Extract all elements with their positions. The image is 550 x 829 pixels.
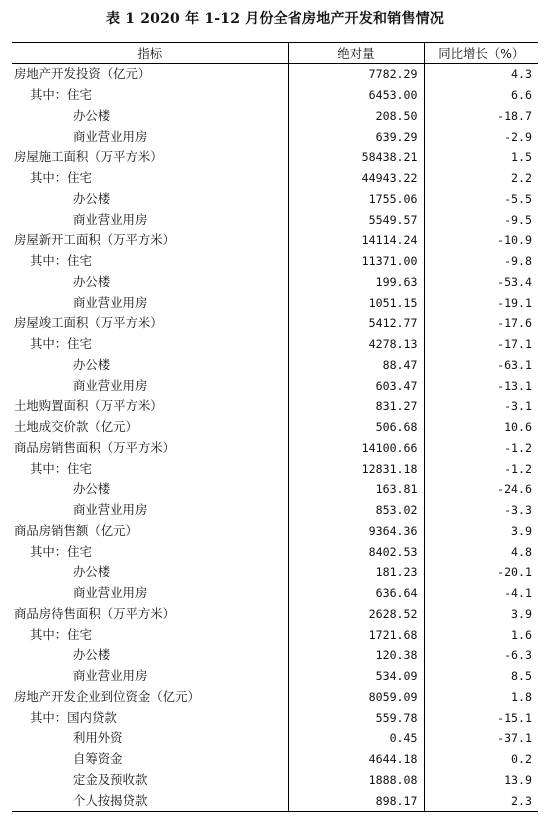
table-row (12, 209, 538, 230)
row-indicator: 其中：住宅 (30, 336, 92, 352)
row-yoy-growth: -9.5 (504, 212, 532, 227)
row-indicator: 商品房待售面积（万平方米） (14, 605, 176, 621)
row-indicator: 利用外资 (73, 730, 123, 746)
row-absolute-value: 6453.00 (288, 85, 424, 106)
table-row (12, 251, 538, 272)
row-indicator: 办公楼 (73, 481, 111, 497)
table-row (12, 687, 538, 708)
row-yoy-growth: -63.1 (497, 357, 532, 372)
row-yoy-growth: -6.3 (504, 648, 532, 663)
table-body (12, 64, 538, 812)
row-indicator: 其中：住宅 (30, 253, 92, 269)
row-absolute-value: 199.63 (288, 272, 424, 293)
row-yoy-growth: 2.3 (424, 790, 538, 811)
row-indicator: 办公楼 (73, 647, 111, 663)
row-indicator: 自筹资金 (73, 751, 123, 767)
row-absolute-value: 831.27 (288, 396, 424, 417)
row-yoy-growth: -53.4 (497, 274, 532, 289)
row-indicator: 办公楼 (73, 564, 111, 580)
row-absolute-value: 88.47 (288, 355, 424, 376)
row-absolute-value: 603.47 (288, 375, 424, 396)
row-indicator: 土地成交价款（亿元） (14, 419, 138, 435)
table-row (12, 85, 538, 106)
table-row (12, 272, 538, 293)
row-yoy-growth: -4.1 (504, 586, 532, 601)
row-absolute-value: 12831.18 (288, 458, 424, 479)
row-absolute-value: 2628.52 (288, 604, 424, 625)
row-yoy-growth: -3.1 (504, 399, 532, 414)
row-indicator: 商业营业用房 (73, 668, 148, 684)
row-absolute-value: 181.23 (288, 562, 424, 583)
row-yoy-growth: 1.5 (511, 150, 532, 165)
row-yoy-growth: -1.2 (504, 461, 532, 476)
row-indicator: 商品房销售额（亿元） (14, 522, 138, 538)
row-indicator: 其中：住宅 (30, 460, 92, 476)
table-row (12, 604, 538, 625)
row-absolute-value: 208.50 (288, 106, 424, 127)
row-absolute-value: 4644.18 (288, 749, 424, 770)
header-row (12, 43, 538, 64)
row-absolute-value: 0.45 (288, 728, 424, 749)
row-indicator: 办公楼 (73, 356, 111, 372)
table-row (12, 147, 538, 168)
row-yoy-growth: 1.6 (511, 627, 532, 642)
row-indicator: 办公楼 (73, 190, 111, 206)
row-yoy-growth: 8.5 (511, 669, 532, 684)
row-yoy-growth: -13.1 (497, 378, 532, 393)
table-row (12, 292, 538, 313)
row-yoy-growth: -1.2 (504, 440, 532, 455)
table-row (12, 479, 538, 500)
row-yoy-growth: -24.6 (497, 482, 532, 497)
table-row (12, 396, 538, 417)
row-absolute-value: 120.38 (288, 645, 424, 666)
row-absolute-value: 14114.24 (288, 230, 424, 251)
table-row (12, 645, 538, 666)
row-absolute-value: 853.02 (288, 500, 424, 521)
row-yoy-growth: -10.9 (497, 233, 532, 248)
row-absolute-value: 11371.00 (288, 251, 424, 272)
row-yoy-growth: -37.1 (497, 731, 532, 746)
row-absolute-value: 163.81 (288, 479, 424, 500)
row-absolute-value: 898.17 (288, 790, 424, 811)
row-yoy-growth: -5.5 (504, 191, 532, 206)
row-yoy-growth: 1.8 (511, 689, 532, 704)
row-yoy-growth: -17.6 (497, 316, 532, 331)
row-absolute-value: 4278.13 (288, 334, 424, 355)
row-indicator: 办公楼 (73, 107, 111, 123)
row-yoy-growth: 13.9 (504, 772, 532, 787)
row-absolute-value: 559.78 (288, 707, 424, 728)
table-row (12, 521, 538, 542)
row-yoy-growth: -15.1 (497, 710, 532, 725)
row-indicator: 商业营业用房 (73, 585, 148, 601)
table-row (12, 541, 538, 562)
row-absolute-value: 14100.66 (288, 438, 424, 459)
table-row (12, 500, 538, 521)
row-indicator: 商品房销售面积（万平方米） (14, 439, 176, 455)
row-absolute-value: 506.68 (288, 417, 424, 438)
table-row (12, 375, 538, 396)
table-row (12, 64, 538, 85)
table-row (12, 666, 538, 687)
row-indicator: 商业营业用房 (73, 502, 148, 518)
row-indicator: 房地产开发企业到位资金（亿元） (14, 688, 200, 704)
header-absolute: 绝对量 (288, 43, 424, 64)
row-absolute-value: 534.09 (288, 666, 424, 687)
row-yoy-growth: -9.8 (504, 254, 532, 269)
table-title: 表 1 2020 年 1-12 月份全省房地产开发和销售情况 (105, 11, 445, 27)
table-row (12, 417, 538, 438)
row-indicator: 其中：住宅 (30, 626, 92, 642)
row-yoy-growth: -17.1 (497, 337, 532, 352)
row-yoy-growth: 10.6 (504, 420, 532, 435)
row-yoy-growth: 2.2 (511, 171, 532, 186)
table-row (12, 334, 538, 355)
row-absolute-value: 636.64 (288, 583, 424, 604)
header-indicator: 指标 (12, 43, 288, 64)
table-row (12, 355, 538, 376)
table-row (12, 313, 538, 334)
row-indicator: 办公楼 (73, 273, 111, 289)
row-indicator: 其中：住宅 (30, 170, 92, 186)
row-indicator: 房屋施工面积（万平方米） (14, 149, 163, 165)
row-indicator: 商业营业用房 (73, 294, 148, 310)
row-absolute-value: 9364.36 (288, 521, 424, 542)
row-indicator: 商业营业用房 (73, 377, 148, 393)
row-indicator: 土地购置面积（万平方米） (14, 398, 163, 414)
row-absolute-value: 1721.68 (288, 624, 424, 645)
row-yoy-growth: 0.2 (511, 752, 532, 767)
row-absolute-value: 58438.21 (288, 147, 424, 168)
row-indicator: 其中：国内贷款 (30, 709, 117, 725)
row-indicator: 其中：住宅 (30, 87, 92, 103)
row-absolute-value: 1755.06 (288, 189, 424, 210)
row-yoy-growth: 3.9 (511, 523, 532, 538)
row-indicator: 房屋竣工面积（万平方米） (14, 315, 163, 331)
table-row (12, 790, 538, 811)
row-indicator: 定金及预收款 (73, 771, 148, 787)
table-row (12, 106, 538, 127)
row-absolute-value: 7782.29 (288, 64, 424, 85)
row-yoy-growth: 6.6 (511, 88, 532, 103)
statistics-table (12, 42, 538, 812)
row-indicator: 其中：住宅 (30, 543, 92, 559)
row-absolute-value: 44943.22 (288, 168, 424, 189)
row-indicator: 房地产开发投资（亿元） (14, 66, 151, 82)
row-yoy-growth: 4.3 (511, 67, 532, 82)
table-row (12, 707, 538, 728)
table-row (12, 189, 538, 210)
table-row (12, 728, 538, 749)
table-row (12, 770, 538, 791)
row-absolute-value: 5549.57 (288, 209, 424, 230)
table-row (12, 624, 538, 645)
header-yoy: 同比增长（%） (424, 43, 538, 64)
row-yoy-growth: -2.9 (504, 129, 532, 144)
row-absolute-value: 639.29 (288, 126, 424, 147)
row-indicator: 商业营业用房 (73, 128, 148, 144)
row-absolute-value: 8402.53 (288, 541, 424, 562)
table-row (12, 749, 538, 770)
row-absolute-value: 1051.15 (288, 292, 424, 313)
row-absolute-value: 8059.09 (288, 687, 424, 708)
row-indicator: 商业营业用房 (73, 211, 148, 227)
table-row (12, 230, 538, 251)
row-yoy-growth: 3.9 (511, 606, 532, 621)
row-yoy-growth: -19.1 (497, 295, 532, 310)
row-yoy-growth: -18.7 (497, 108, 532, 123)
row-yoy-growth: 4.8 (511, 544, 532, 559)
row-absolute-value: 1888.08 (288, 770, 424, 791)
table-row (12, 562, 538, 583)
row-indicator: 房屋新开工面积（万平方米） (14, 232, 176, 248)
table-row (12, 438, 538, 459)
row-yoy-growth: -3.3 (504, 503, 532, 518)
table-row (12, 583, 538, 604)
table-row (12, 458, 538, 479)
table-row (12, 126, 538, 147)
table-row (12, 168, 538, 189)
row-indicator: 个人按揭贷款 (12, 790, 288, 811)
row-absolute-value: 5412.77 (288, 313, 424, 334)
row-yoy-growth: -20.1 (497, 565, 532, 580)
